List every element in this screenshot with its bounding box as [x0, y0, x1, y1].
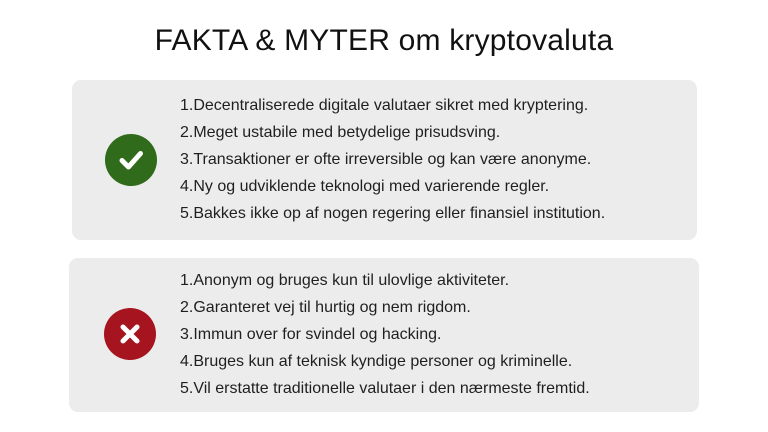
list-item: 4.Ny og udviklende teknologi med varierende regler.	[180, 178, 550, 195]
list-item: 4.Bruges kun af teknisk kyndige personer og kriminelle.	[180, 353, 573, 370]
facts-list	[180, 92, 605, 227]
list-item: 2.Meget ustabile med betydelige prisudsving.	[180, 124, 501, 141]
list-item: 3.Immun over for svindel og hacking.	[180, 326, 442, 343]
list-item: 3.Transaktioner er ofte irreversible og kan være anonyme.	[180, 151, 592, 168]
myths-card	[69, 258, 699, 412]
list-item: 1.Decentraliserede digitale valutaer sikret med kryptering.	[180, 97, 589, 114]
myths-list	[180, 267, 590, 402]
facts-card	[72, 80, 697, 240]
page-title: FAKTA & MYTER om kryptovaluta	[154, 24, 614, 57]
list-item: 1.Anonym og bruges kun til ulovlige aktiviteter.	[180, 272, 510, 289]
list-item: 5.Vil erstatte traditionelle valutaer i den nærmeste fremtid.	[180, 380, 590, 397]
check-icon	[105, 134, 157, 186]
cross-icon	[104, 308, 156, 360]
list-item: 2.Garanteret vej til hurtig og nem rigdom.	[180, 299, 471, 316]
list-item: 5.Bakkes ikke op af nogen regering eller finansiel institution.	[180, 205, 606, 222]
